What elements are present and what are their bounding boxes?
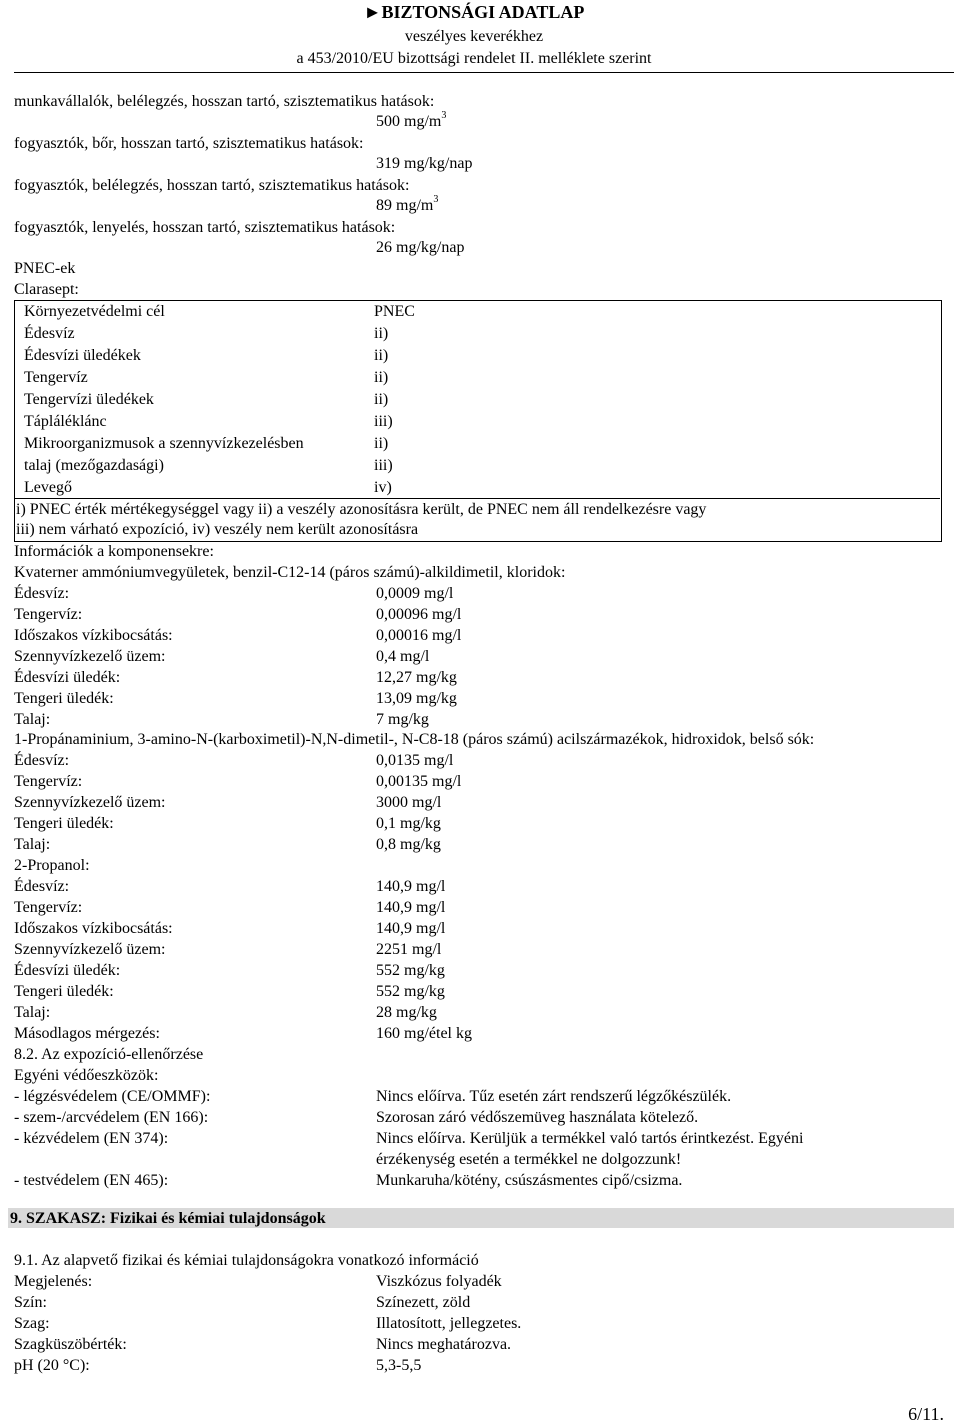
- ppe-label: - kézvédelem (EN 374):: [14, 1130, 169, 1147]
- component-param-label: Édesvíz:: [14, 752, 70, 769]
- pnec-row-target: Mikroorganizmusok a szennyvízkezelésben: [24, 435, 304, 452]
- pnec-row-value: iii): [374, 413, 393, 430]
- dnel-label: fogyasztók, bőr, hosszan tartó, szisztematikus hatások:: [14, 135, 364, 152]
- component-param-label: Tengeri üledék:: [14, 983, 114, 1000]
- property-label: Szín:: [14, 1294, 47, 1311]
- ppe-value: Nincs előírva. Kerüljük a termékkel való tartós érintkezést. Egyéni: [376, 1130, 804, 1147]
- ppe-label: - szem-/arcvédelem (EN 166):: [14, 1109, 209, 1126]
- pnec-row-value: ii): [374, 369, 389, 386]
- dnel-label: munkavállalók, belélegzés, hosszan tartó, szisztematikus hatások:: [14, 93, 435, 110]
- component-name: Kvaterner ammóniumvegyületek, benzil-C12-14 (páros számú)-alkildimetil, kloridok:: [14, 564, 566, 581]
- component-name: 1-Propánaminium, 3-amino-N-(karboximetil)-N,N-dimetil-, N-C8-18 (páros számú) acilszármazékok, hidroxidok, belső sók:: [14, 731, 815, 748]
- section-9-bar: [8, 1208, 954, 1228]
- component-param-label: Tengervíz:: [14, 773, 83, 790]
- component-param-value: 2251 mg/l: [376, 941, 442, 958]
- pnec-row-value: ii): [374, 325, 389, 342]
- component-param-value: 0,0009 mg/l: [376, 585, 454, 602]
- pnec-row-target: Tengervízi üledékek: [24, 391, 154, 408]
- dnel-value-text: 500 mg/m: [376, 113, 442, 130]
- component-param-value: 552 mg/kg: [376, 983, 445, 1000]
- component-param-value: 7 mg/kg: [376, 711, 429, 728]
- pnec-row-target: Édesvízi üledékek: [24, 347, 141, 364]
- component-param-label: Talaj:: [14, 711, 51, 728]
- pnec-row-target: Levegő: [24, 479, 72, 496]
- component-param-value: 140,9 mg/l: [376, 878, 446, 895]
- pnec-note: i) PNEC érték mértékegységgel vagy ii) a veszély azonosításra került, de PNEC nem áll rendelkezésre vagy: [16, 501, 707, 518]
- dnel-value-text: 319 mg/kg/nap: [376, 155, 473, 172]
- component-param-label: Tengervíz:: [14, 899, 83, 916]
- pnec-table-divider: [14, 498, 940, 499]
- ppe-label: - légzésvédelem (CE/OMMF):: [14, 1088, 211, 1105]
- component-param-value: 0,4 mg/l: [376, 648, 430, 665]
- property-value: Viszkózus folyadék: [376, 1273, 502, 1290]
- document-regulation: a 453/2010/EU bizottsági rendelet II. melléklete szerint: [296, 50, 652, 67]
- property-label: Szag:: [14, 1315, 50, 1332]
- pnec-row-value: ii): [374, 435, 389, 452]
- component-param-label: Másodlagos mérgezés:: [14, 1025, 160, 1042]
- pnec-col-target: Környezetvédelmi cél: [24, 303, 165, 320]
- component-param-label: Édesvízi üledék:: [14, 962, 121, 979]
- pnec-heading: PNEC-ek: [14, 260, 76, 277]
- component-param-value: 160 mg/étel kg: [376, 1025, 472, 1042]
- component-param-label: Szennyvízkezelő üzem:: [14, 794, 166, 811]
- component-param-label: Időszakos vízkibocsátás:: [14, 920, 173, 937]
- dnel-label: fogyasztók, belélegzés, hosszan tartó, szisztematikus hatások:: [14, 177, 410, 194]
- components-heading: Információk a komponensekre:: [14, 543, 214, 560]
- dnel-label: fogyasztók, lenyelés, hosszan tartó, szisztematikus hatások:: [14, 219, 396, 236]
- component-param-value: 0,1 mg/kg: [376, 815, 441, 832]
- component-param-label: Szennyvízkezelő üzem:: [14, 648, 166, 665]
- component-param-value: 0,0135 mg/l: [376, 752, 454, 769]
- component-param-label: Talaj:: [14, 836, 51, 853]
- component-param-value: 0,00096 mg/l: [376, 606, 462, 623]
- dnel-value: [376, 109, 447, 132]
- pnec-row-target: talaj (mezőgazdasági): [24, 457, 164, 474]
- page-number: 6/11.: [908, 1404, 944, 1424]
- component-param-label: Tengeri üledék:: [14, 815, 114, 832]
- document-subtitle: veszélyes keverékhez: [404, 28, 544, 45]
- component-param-value: 0,00016 mg/l: [376, 627, 462, 644]
- component-param-value: 12,27 mg/kg: [376, 669, 457, 686]
- dnel-value-text: 89 mg/m: [376, 197, 434, 214]
- pnec-row-value: iii): [374, 457, 393, 474]
- property-label: Szagküszöbérték:: [14, 1336, 127, 1353]
- dnel-value: [376, 238, 464, 258]
- pnec-row-value: iv): [374, 479, 392, 496]
- ppe-value: érzékenység esetén a termékkel ne dolgozzunk!: [376, 1151, 682, 1168]
- property-value: Nincs meghatározva.: [376, 1336, 512, 1353]
- property-value: Színezett, zöld: [376, 1294, 471, 1311]
- component-param-value: 0,00135 mg/l: [376, 773, 462, 790]
- component-param-label: Édesvízi üledék:: [14, 669, 121, 686]
- pnec-row-target: Tápláléklánc: [24, 413, 107, 430]
- ppe-label: - testvédelem (EN 465):: [14, 1172, 169, 1189]
- component-name: 2-Propanol:: [14, 857, 90, 874]
- component-param-label: Szennyvízkezelő üzem:: [14, 941, 166, 958]
- pnec-note: iii) nem várható expozíció, iv) veszély nem került azonosításra: [16, 521, 419, 538]
- property-label: pH (20 °C):: [14, 1357, 90, 1374]
- pnec-row-value: ii): [374, 391, 389, 408]
- component-param-value: 0,8 mg/kg: [376, 836, 441, 853]
- component-param-value: 3000 mg/l: [376, 794, 442, 811]
- property-value: Illatosított, jellegzetes.: [376, 1315, 522, 1332]
- property-label: Megjelenés:: [14, 1273, 93, 1290]
- component-param-value: 140,9 mg/l: [376, 899, 446, 916]
- document-title: ►BIZTONSÁGI ADATLAP: [363, 2, 585, 22]
- dnel-value-exponent: 3: [441, 109, 447, 121]
- pnec-row-target: Édesvíz: [24, 325, 75, 342]
- component-param-label: Talaj:: [14, 1004, 51, 1021]
- ppe-value: Szorosan záró védőszemüveg használata kötelező.: [376, 1109, 699, 1126]
- pnec-col-value: PNEC: [374, 303, 415, 320]
- property-value: 5,3-5,5: [376, 1357, 422, 1374]
- pnec-row-value: ii): [374, 347, 389, 364]
- component-param-value: 13,09 mg/kg: [376, 690, 457, 707]
- ppe-heading: Egyéni védőeszközök:: [14, 1067, 159, 1084]
- component-param-value: 552 mg/kg: [376, 962, 445, 979]
- dnel-value-exponent: 3: [433, 193, 439, 205]
- component-param-label: Édesvíz:: [14, 878, 70, 895]
- exposure-heading: 8.2. Az expozíció-ellenőrzése: [14, 1046, 204, 1063]
- component-param-label: Időszakos vízkibocsátás:: [14, 627, 173, 644]
- header-rule: [14, 72, 954, 73]
- product-name: Clarasept:: [14, 281, 79, 298]
- ppe-value: Munkaruha/kötény, csúszásmentes cipő/csizma.: [376, 1172, 683, 1189]
- section-9-title: 9. SZAKASZ: Fizikai és kémiai tulajdonságok: [10, 1210, 326, 1227]
- component-param-label: Tengervíz:: [14, 606, 83, 623]
- component-param-label: Édesvíz:: [14, 585, 70, 602]
- section-9-subheading: 9.1. Az alapvető fizikai és kémiai tulajdonságokra vonatkozó információ: [14, 1252, 479, 1269]
- component-param-value: 28 mg/kg: [376, 1004, 437, 1021]
- ppe-value: Nincs előírva. Tűz esetén zárt rendszerű légzőkészülék.: [376, 1088, 732, 1105]
- dnel-value-text: 26 mg/kg/nap: [376, 239, 465, 256]
- dnel-value: [376, 193, 439, 216]
- component-param-value: 140,9 mg/l: [376, 920, 446, 937]
- pnec-row-target: Tengervíz: [24, 369, 88, 386]
- component-param-label: Tengeri üledék:: [14, 690, 114, 707]
- dnel-value: [376, 154, 472, 174]
